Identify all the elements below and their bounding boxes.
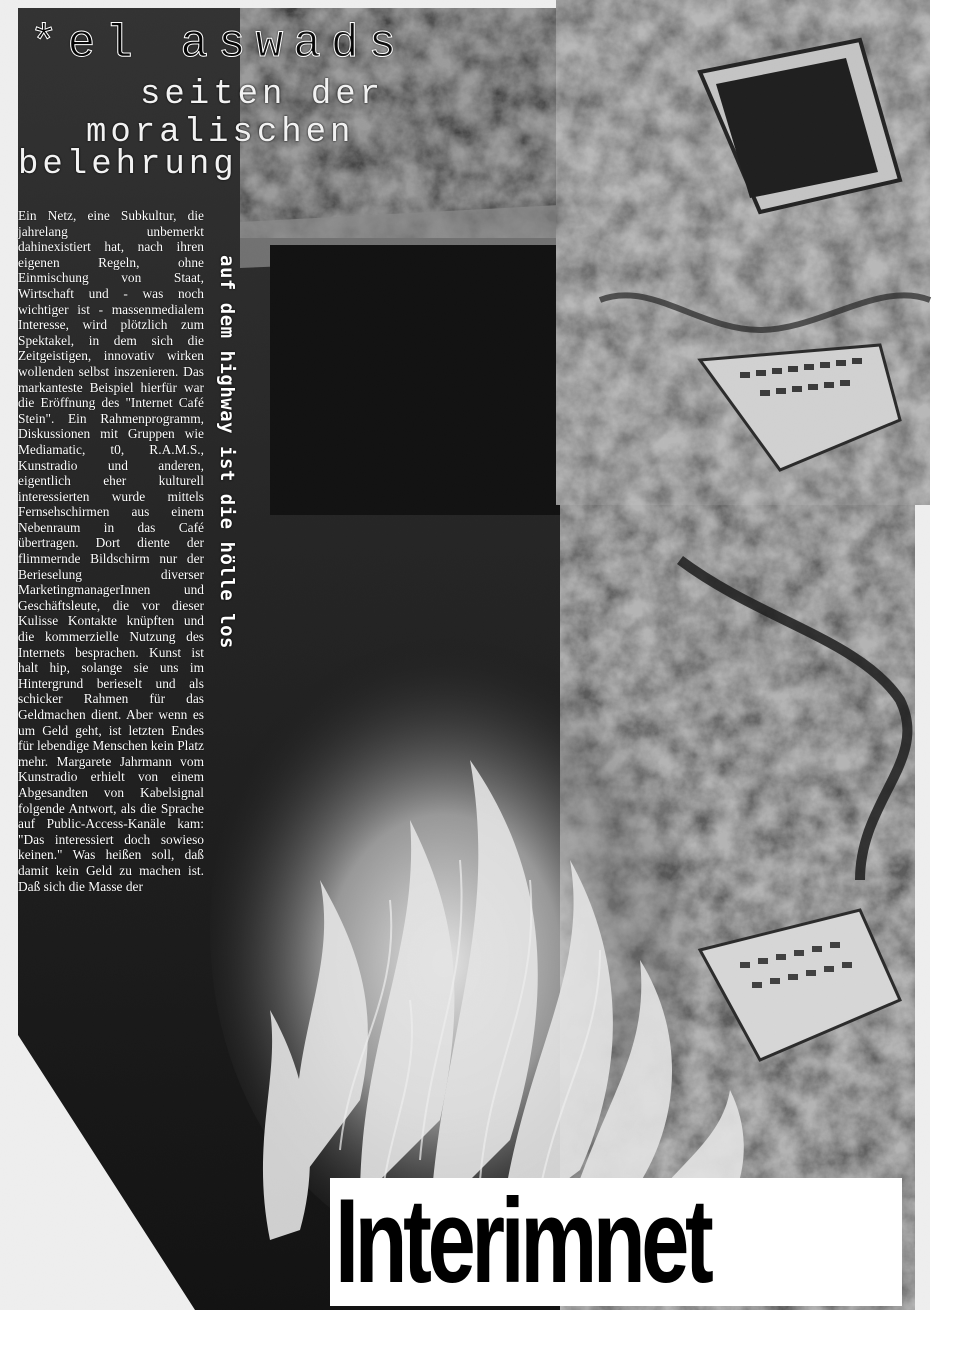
headline-line-4: belehrung [18, 146, 238, 184]
article-body: Ein Netz, eine Subkultur, die jahrelang unbemerkt dahinexistiert hat, nach ihren eigenen Regeln, ohne Einmischung von Staat, Wirtschaft und - was noch wichtiger ist - massenmedialem Interesse, wird plötzlich zum Spektakel, in dem sich die Zeitgeistigen, innovativ wirken wollenden selbst inszenieren. Das markanteste Beispiel hierfür war die Eröffnung des "Internet Café Stein". Ein Rahmenprogramm, Diskussionen mit Gruppen wie Mediamatic, t0, R.A.M.S., Kunstradio und anderen, eigentlich eher kulturell interessierten wurde mittels Fernsehschirmen aus einem Nebenraum in das Café übertragen. Dort diente der flimmernde Bildschirm nur der Berieselung diverser MarketingmanagerInnen und Geschäftsleute, die vor dieser Kulisse Kontakte knüpften und die kommerzielle Nutzung des Internets besprachen. Kunst ist halt hip, solange sie uns im Hintergrund berieselt und als schicker Rahmen für das Geldmachen dient. Aber wenn es um Geld geht, ist letzten Endes für lebendige Menschen kein Platz mehr. Margarete Jahrmann vom Kunstradio erhielt von einem Abgesandten von Kabelsignal folgende Antwort, als die Sprache auf Public-Access-Kanäle kam: "Das interessiert doch sowieso keinen." Was heißen soll, daß damit kein Geld zu machen ist. Daß sich die Masse der [18, 208, 204, 894]
headline-line-1: *el aswads [30, 18, 407, 70]
headline-line-3: moralischen [86, 114, 355, 152]
vertical-caption [216, 255, 246, 695]
page-title: Interimnet [335, 1174, 710, 1308]
headline-line-2: seiten der [140, 76, 385, 114]
vertical-caption-text: auf dem highway ist die hölle los [216, 255, 238, 649]
